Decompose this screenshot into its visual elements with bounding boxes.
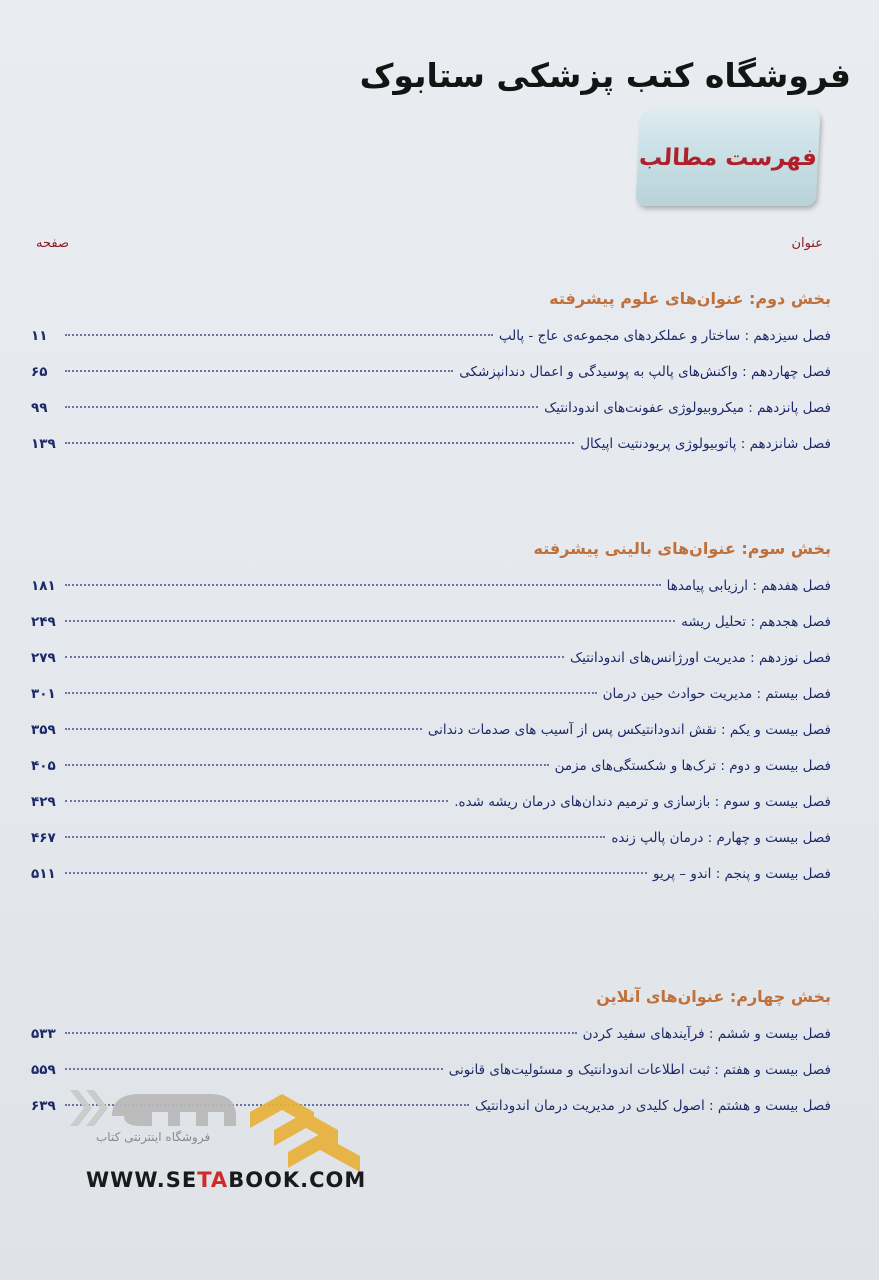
page-number: ۳۵۹	[31, 722, 56, 738]
page-number: ۴۲۹	[31, 794, 56, 810]
toc-row[interactable]	[31, 390, 831, 426]
leader-dots	[65, 334, 493, 336]
chapter-label: فصل هفدهم : ارزیابی پیامدها	[666, 578, 831, 594]
leader-dots	[65, 442, 574, 444]
toc-row[interactable]	[31, 820, 831, 856]
toc-row[interactable]	[31, 1016, 831, 1052]
leader-dots	[65, 728, 422, 730]
chapter-label: فصل پانزدهم : میکروبیولوژی عفونت‌های اندودانتیک	[544, 400, 831, 416]
url-part-highlight: TA	[197, 1168, 229, 1192]
page-number: ۵۱۱	[31, 866, 56, 882]
leader-dots	[65, 692, 597, 694]
page-number: ۲۷۹	[31, 650, 56, 666]
page-number: ۶۳۹	[31, 1098, 56, 1114]
toc-row[interactable]	[31, 784, 831, 820]
chapter-label: فصل بیست و هشتم : اصول کلیدی در مدیریت درمان اندودانتیک	[474, 1098, 831, 1114]
chapter-label: فصل چهاردهم : واکنش‌های پالپ به پوسیدگی و اعمال دندانپزشکی	[459, 364, 831, 380]
chapter-label: فصل بیست و ششم : فرآیندهای سفید کردن	[582, 1026, 831, 1042]
watermark-url[interactable]	[86, 1168, 366, 1192]
page-number: ۴۶۷	[31, 830, 56, 846]
page-number: ۹۹	[31, 400, 48, 416]
leader-dots	[65, 872, 647, 874]
chapter-label: فصل بیست و هفتم : ثبت اطلاعات اندودانتیک و مسئولیت‌های قانونی	[448, 1062, 831, 1078]
toc-row[interactable]	[31, 712, 831, 748]
toc-row[interactable]	[31, 604, 831, 640]
page-number: ۵۵۹	[31, 1062, 56, 1078]
chapter-label: فصل سیزدهم : ساختار و عملکردهای مجموعه‌ی عاج - پالپ	[498, 328, 831, 344]
leader-dots	[65, 836, 605, 838]
chevron-icon	[70, 1090, 92, 1126]
section-3	[31, 534, 831, 892]
page-number: ۳۰۱	[31, 686, 56, 702]
chapter-label: فصل هجدهم : تحلیل ریشه	[681, 614, 831, 630]
chapter-label: فصل بیست و سوم : بازسازی و ترمیم دندان‌های درمان ریشه شده.	[454, 794, 831, 810]
chapter-label: فصل بیست و دوم : ترک‌ها و شکستگی‌های مزمن	[554, 758, 831, 774]
leader-dots	[65, 584, 661, 586]
toc-row[interactable]	[31, 676, 831, 712]
store-title: فروشگاه کتب پزشکی ستابوک	[359, 56, 851, 95]
logo-letters	[112, 1094, 236, 1126]
leader-dots	[65, 1032, 577, 1034]
toc-row[interactable]	[31, 640, 831, 676]
url-part: BOOK.COM	[228, 1168, 367, 1192]
chapter-label: فصل بیستم : مدیریت حوادث حین درمان	[602, 686, 831, 702]
chapter-label: فصل بیست و پنجم : اندو – پریو	[653, 866, 831, 882]
leader-dots	[65, 406, 538, 408]
section-title: بخش چهارم: عنوان‌های آنلاین	[596, 987, 831, 1006]
page-number: ۱۱	[31, 328, 48, 344]
leader-dots	[65, 656, 564, 658]
toc-row[interactable]	[31, 318, 831, 354]
column-header-page: صفحه	[36, 236, 69, 251]
logo-mark-bottom	[288, 1134, 360, 1172]
chapter-label: فصل نوزدهم : مدیریت اورژانس‌های اندودانتیک	[570, 650, 831, 666]
chapter-label: فصل بیست و چهارم : درمان پالپ زنده	[611, 830, 831, 846]
toc-row[interactable]	[31, 568, 831, 604]
chapter-label: فصل بیست و یکم : نقش اندودانتیکس پس از آسیب های صدمات دندانی	[427, 722, 831, 738]
toc-title: فهرست مطالب	[638, 145, 818, 171]
section-title: بخش سوم: عنوان‌های بالینی پیشرفته	[533, 539, 831, 558]
toc-row[interactable]	[31, 856, 831, 892]
chapter-label: فصل شانزدهم : پاتوبیولوژی پریودنتیت اپیکال	[580, 436, 831, 452]
leader-dots	[65, 620, 675, 622]
leader-dots	[65, 764, 549, 766]
page-number: ۱۸۱	[31, 578, 56, 594]
column-header-title: عنوان	[791, 236, 823, 251]
page-number: ۱۳۹	[31, 436, 56, 452]
page-number: ۲۴۹	[31, 614, 56, 630]
toc-row[interactable]	[31, 354, 831, 390]
leader-dots	[65, 800, 448, 802]
page-number: ۶۵	[31, 364, 48, 380]
toc-title-box	[635, 110, 820, 206]
toc-row[interactable]	[31, 426, 831, 462]
page-number: ۴۰۵	[31, 758, 56, 774]
watermark-subtitle: فروشگاه اینترنتی کتاب	[96, 1130, 211, 1144]
section-2	[31, 284, 831, 462]
url-part: WWW.SE	[86, 1168, 198, 1192]
toc-row[interactable]	[31, 748, 831, 784]
leader-dots	[65, 370, 453, 372]
page-number: ۵۳۳	[31, 1026, 56, 1042]
section-title: بخش دوم: عنوان‌های علوم پیشرفته	[549, 289, 831, 308]
